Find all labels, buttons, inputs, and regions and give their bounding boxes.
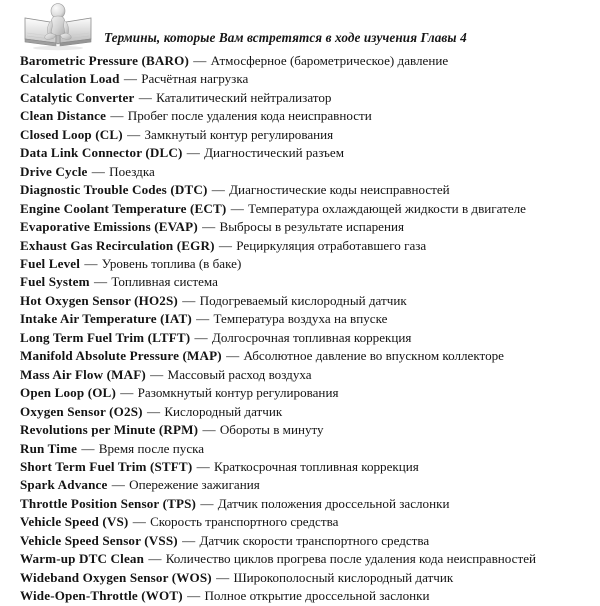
glossary-definition: Диагностические коды неисправностей [229,182,450,198]
glossary-term: Manifold Absolute Pressure (MAP) [20,348,222,364]
glossary-term: Short Term Fuel Trim (STFT) [20,458,193,474]
glossary-term: Wideband Oxygen Sensor (WOS) [20,569,212,585]
glossary-term: Exhaust Gas Recirculation (EGR) [20,237,215,253]
glossary-definition: Каталитический нейтрализатор [156,89,332,105]
glossary-term: Wide-Open-Throttle (WOT) [20,588,183,604]
glossary-term: Intake Air Temperature (IAT) [20,311,192,327]
glossary-separator: — [138,89,152,105]
glossary-definition: Опережение зажигания [129,477,260,493]
glossary-term: Clean Distance [20,108,107,124]
glossary-definition: Скорость транспортного средства [150,514,339,530]
glossary-term: Fuel System [20,274,90,290]
glossary-definition: Разомкнутый контур регулирования [137,385,339,401]
glossary-term: Calculation Load [20,71,120,87]
glossary-separator: — [211,182,225,198]
glossary-item [20,550,600,568]
glossary-definition: Выбросы в результате испарения [219,219,405,235]
glossary-term: Oxygen Sensor (O2S) [20,403,143,419]
glossary-list [0,52,600,606]
glossary-definition: Датчик положения дроссельной заслонки [217,495,450,511]
glossary-separator: — [186,145,200,161]
glossary-separator: — [218,237,233,253]
glossary-separator: — [120,385,134,401]
glossary-term: Throttle Position Sensor (TPS) [20,495,197,511]
glossary-term: Long Term Fuel Trim (LTFT) [20,329,191,345]
page-title: Термины, которые Вам встретятся в ходе изучения Главы 4 [104,30,467,45]
glossary-term: Revolutions per Minute (RPM) [20,422,199,438]
glossary-item [20,366,600,384]
glossary-definition: Обороты в минуту [219,422,324,438]
glossary-definition: Широкополосный кислородный датчик [233,569,454,585]
glossary-separator: — [202,219,216,235]
glossary-item [20,421,600,439]
glossary-item [20,163,600,181]
glossary-item [20,329,600,347]
glossary-definition: Долгосрочная топливная коррекция [211,329,412,345]
glossary-term: Fuel Level [20,255,81,271]
glossary-separator: — [84,255,98,271]
glossary-term: Engine Coolant Temperature (ECT) [20,200,227,216]
glossary-term: Barometric Pressure (BARO) [20,53,189,68]
glossary-separator: — [226,348,240,364]
glossary-item [20,532,600,550]
glossary-term: Evaporative Emissions (EVAP) [20,219,198,235]
glossary-item [20,495,600,513]
glossary-term: Vehicle Speed Sensor (VSS) [20,532,178,548]
glossary-separator: — [216,569,230,585]
glossary-separator: — [182,292,196,308]
glossary-item [20,273,600,291]
glossary-item [20,52,600,70]
glossary-term: Spark Advance [20,477,108,493]
glossary-separator: — [91,163,105,179]
glossary-separator: — [111,477,125,493]
glossary-term: Catalytic Converter [20,89,135,105]
glossary-term: Diagnostic Trouble Codes (DTC) [20,182,208,198]
glossary-separator: — [230,200,244,216]
glossary-definition: Краткосрочная топливная коррекция [214,458,419,474]
glossary-definition: Время после пуска [98,440,205,456]
glossary-term: Drive Cycle [20,163,88,179]
glossary-definition: Диагностический разъем [204,145,345,161]
glossary-separator: — [196,311,210,327]
glossary-separator: — [127,126,141,142]
glossary-separator: — [182,532,196,548]
glossary-definition: Подогреваемый кислородный датчик [199,292,407,308]
glossary-item [20,89,600,107]
glossary-separator: — [132,514,146,530]
glossary-item [20,255,600,273]
glossary-term: Warm-up DTC Clean [20,551,145,567]
glossary-definition: Кислородный датчик [164,403,283,419]
glossary-definition: Массовый расход воздуха [167,366,312,382]
glossary-definition: Пробег после удаления кода неисправности [127,108,372,124]
book-with-figure-icon [22,3,94,51]
glossary-term: Vehicle Speed (VS) [20,514,129,530]
glossary-definition: Полное открытие дроссельной заслонки [204,588,430,604]
glossary-separator: — [148,551,162,567]
glossary-definition: Поездка [109,163,155,179]
glossary-definition: Атмосферное (барометрическое) давление [210,53,449,68]
glossary-definition: Топливная система [111,274,218,290]
glossary-definition: Уровень топлива (в баке) [101,255,242,271]
glossary-term: Open Loop (OL) [20,385,116,401]
glossary-item [20,200,600,218]
glossary-item [20,440,600,458]
glossary-item [20,384,600,402]
page-header [0,0,600,52]
glossary-separator: — [194,329,208,345]
glossary-item [20,144,600,162]
glossary-definition: Температура охлаждающей жидкости в двигателе [248,200,526,216]
glossary-term: Run Time [20,440,78,456]
glossary-item [20,70,600,88]
glossary-separator: — [81,440,95,456]
glossary-separator: — [202,422,216,438]
glossary-item [20,458,600,476]
glossary-term: Data Link Connector (DLC) [20,145,183,161]
glossary-item [20,403,600,421]
glossary-item [20,347,600,365]
glossary-item [20,181,600,199]
glossary-separator: — [123,71,137,87]
glossary-item [20,569,600,587]
glossary-item [20,310,600,328]
glossary-separator: — [150,366,164,382]
glossary-separator: — [187,588,201,604]
glossary-definition: Количество циклов прогрева после удаления кода неисправностей [165,551,537,567]
glossary-item [20,587,600,605]
glossary-definition: Замкнутый контур регулирования [144,126,334,142]
glossary-term: Mass Air Flow (MAF) [20,366,146,382]
glossary-definition: Абсолютное давление во впускном коллекторе [243,348,504,364]
glossary-item [20,107,600,125]
glossary-definition: Температура воздуха на впуске [213,311,388,327]
glossary-item [20,218,600,236]
glossary-definition: Расчётная нагрузка [141,71,249,87]
glossary-separator: — [193,53,207,68]
glossary-separator: — [146,403,161,419]
glossary-definition: Датчик скорости транспортного средства [199,532,430,548]
glossary-term: Closed Loop (CL) [20,126,123,142]
glossary-separator: — [200,495,214,511]
glossary-term: Hot Oxygen Sensor (HO2S) [20,292,178,308]
glossary-item [20,292,600,310]
glossary-item [20,237,600,255]
glossary-item [20,476,600,494]
glossary-definition: Рециркуляция отработавшего газа [236,237,427,253]
glossary-separator: — [196,458,210,474]
glossary-item [20,126,600,144]
glossary-separator: — [93,274,108,290]
glossary-separator: — [110,108,124,124]
glossary-item [20,513,600,531]
